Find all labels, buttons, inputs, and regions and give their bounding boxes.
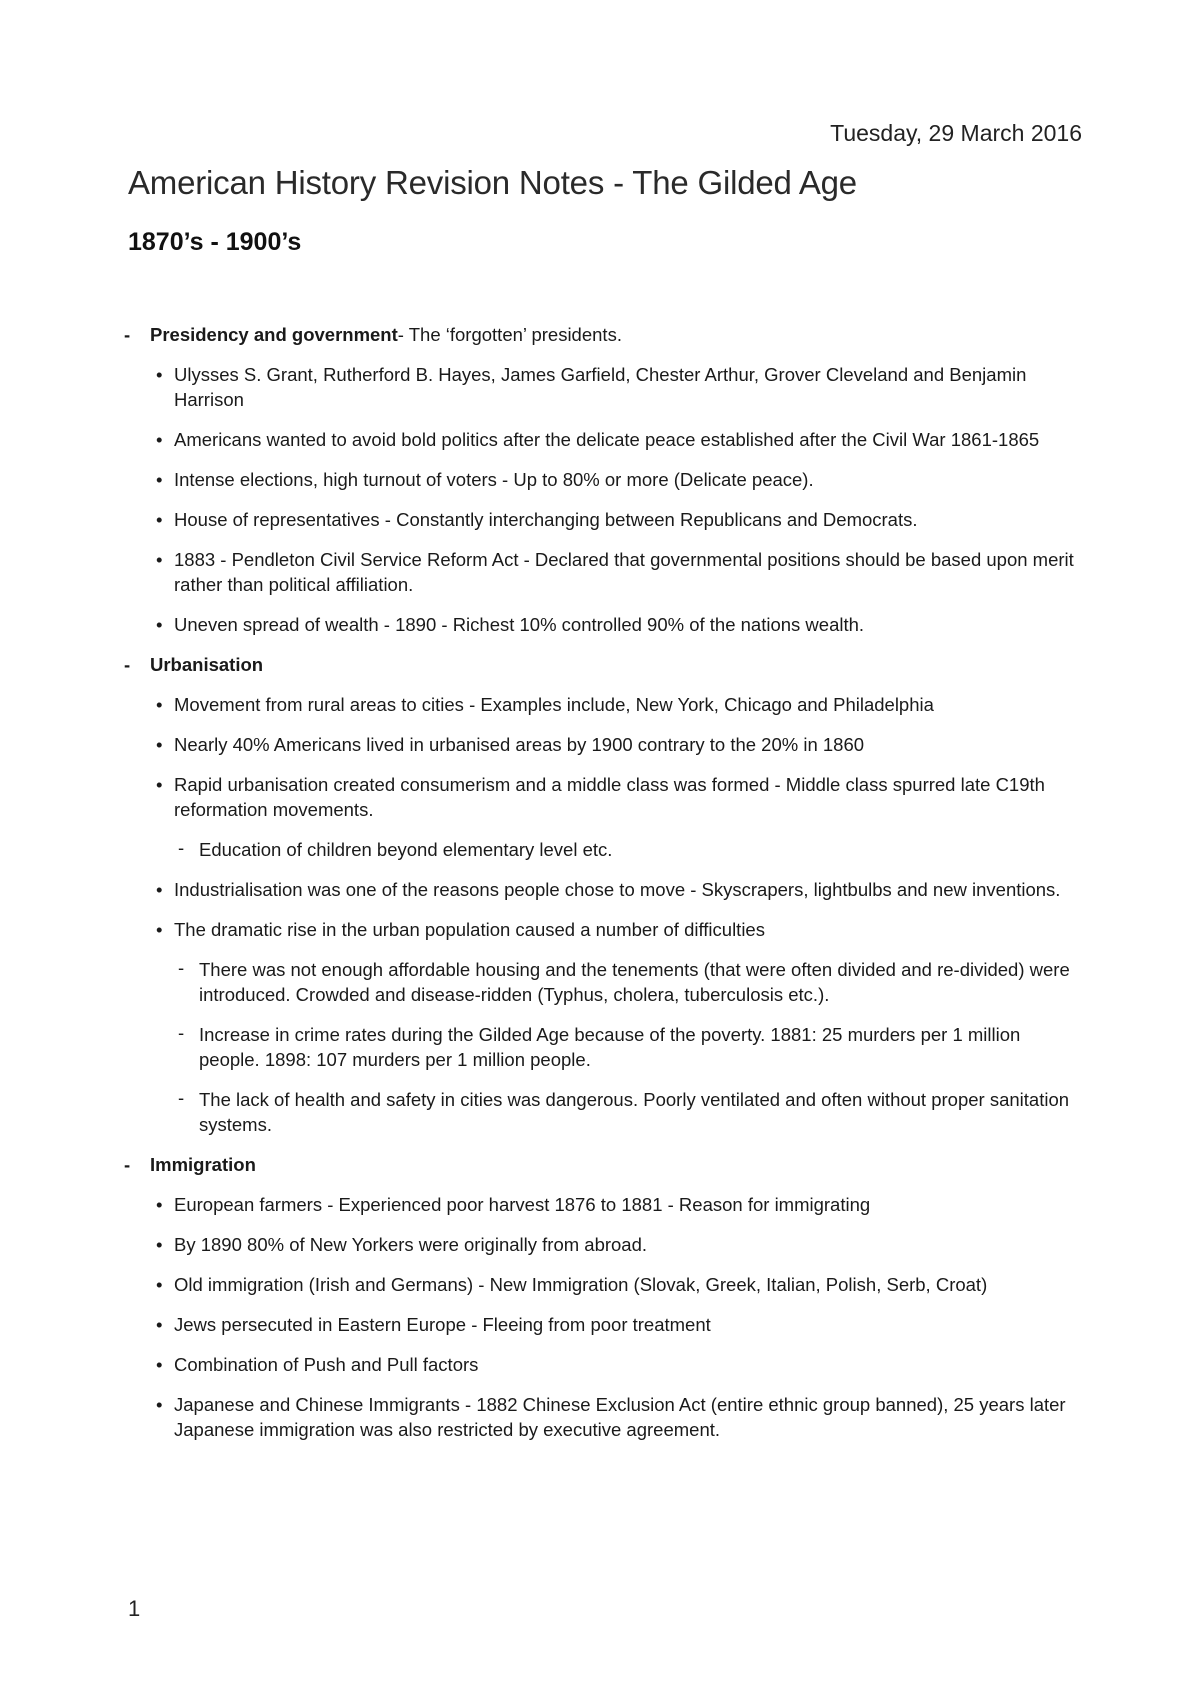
bullet-item: [150, 692, 1080, 717]
bullet-text: Ulysses S. Grant, Rutherford B. Hayes, James Garfield, Chester Arthur, Grover Cleveland and Benjamin Harrison: [174, 364, 1027, 410]
page-number: 1: [128, 1596, 141, 1621]
section-dash: -: [124, 654, 131, 675]
sub-text: Education of children beyond elementary level etc.: [199, 839, 613, 860]
bullet-dot-icon: •: [156, 694, 163, 715]
section-title-suffix: - The ‘forgotten’ presidents.: [397, 324, 622, 345]
bullet-text: Rapid urbanisation created consumerism and a middle class was formed - Middle class spurred late C19th reformation movements.: [174, 774, 1045, 820]
sub-list: [174, 837, 1080, 862]
bullet-text: Industrialisation was one of the reasons people chose to move - Skyscrapers, lightbulbs and new inventions.: [174, 879, 1061, 900]
bullet-list: [150, 1192, 1080, 1442]
bullet-item: [150, 1272, 1080, 1297]
bullet-item: [150, 507, 1080, 532]
bullet-list: [150, 362, 1080, 637]
section-title: Immigration: [150, 1154, 256, 1175]
bullet-item: [150, 1352, 1080, 1377]
bullet-text: House of representatives - Constantly interchanging between Republicans and Democrats.: [174, 509, 918, 530]
sub-item: [174, 957, 1080, 1007]
bullet-text: Uneven spread of wealth - 1890 - Richest 10% controlled 90% of the nations wealth.: [174, 614, 865, 635]
bullet-item: [150, 427, 1080, 452]
sub-list: [174, 957, 1080, 1137]
bullet-item: [150, 1392, 1080, 1442]
section-heading: [150, 652, 1080, 677]
section-title: Presidency and government: [150, 324, 398, 345]
sub-text: The lack of health and safety in cities was dangerous. Poorly ventilated and often without proper sanitation systems.: [199, 1089, 1070, 1135]
bullet-item: [150, 1192, 1080, 1217]
document-date: Tuesday, 29 March 2016: [830, 120, 1082, 146]
bullet-dot-icon: •: [156, 1234, 163, 1255]
bullet-text: 1883 - Pendleton Civil Service Reform Act - Declared that governmental positions should be based upon merit rather than political affiliation.: [174, 549, 1074, 595]
bullet-dot-icon: •: [156, 429, 163, 450]
bullet-dot-icon: •: [156, 774, 163, 795]
section-dash: -: [124, 324, 131, 345]
document-title: American History Revision Notes - The Gilded Age: [128, 164, 857, 201]
bullet-item: [150, 732, 1080, 757]
sub-dash-icon: -: [178, 957, 185, 978]
section: [120, 652, 1080, 1137]
bullet-dot-icon: •: [156, 364, 163, 385]
bullet-item: [150, 547, 1080, 597]
bullet-item: [150, 1232, 1080, 1257]
bullet-list: [150, 692, 1080, 1137]
document-subtitle: 1870’s - 1900’s: [128, 228, 302, 256]
bullet-text: Japanese and Chinese Immigrants - 1882 Chinese Exclusion Act (entire ethnic group banned), 25 years later Japanese immigration was also restricted by executive agreement.: [174, 1394, 1066, 1440]
bullet-item: [150, 772, 1080, 862]
sub-item: [174, 1087, 1080, 1137]
sub-dash-icon: -: [178, 1022, 185, 1043]
bullet-dot-icon: •: [156, 1194, 163, 1215]
bullet-dot-icon: •: [156, 1354, 163, 1375]
bullet-dot-icon: •: [156, 469, 163, 490]
bullet-item: [150, 467, 1080, 492]
section-title: Urbanisation: [150, 654, 264, 675]
bullet-dot-icon: •: [156, 549, 163, 570]
bullet-text: Nearly 40% Americans lived in urbanised areas by 1900 contrary to the 20% in 1860: [174, 734, 865, 755]
bullet-dot-icon: •: [156, 1394, 163, 1415]
sub-text: There was not enough affordable housing and the tenements (that were often divided and re-divided) were introduced. Crowded and disease-ridden (Typhus, cholera, tuberculosis etc.).: [199, 959, 1070, 1005]
bullet-dot-icon: •: [156, 1314, 163, 1335]
section-heading: [150, 322, 1080, 347]
section-dash: -: [124, 1154, 131, 1175]
bullet-text: Old immigration (Irish and Germans) - New Immigration (Slovak, Greek, Italian, Polish, Serb, Croat): [174, 1274, 988, 1295]
sub-dash-icon: -: [178, 837, 185, 858]
bullet-text: Movement from rural areas to cities - Examples include, New York, Chicago and Philadelphia: [174, 694, 934, 715]
bullet-dot-icon: •: [156, 879, 163, 900]
bullet-item: [150, 917, 1080, 1137]
bullet-dot-icon: •: [156, 919, 163, 940]
bullet-dot-icon: •: [156, 1274, 163, 1295]
section-heading: [150, 1152, 1080, 1177]
sub-item: [174, 837, 1080, 862]
bullet-item: [150, 1312, 1080, 1337]
bullet-item: [150, 877, 1080, 902]
bullet-text: By 1890 80% of New Yorkers were originally from abroad.: [174, 1234, 648, 1255]
section: [120, 322, 1080, 637]
bullet-text: Combination of Push and Pull factors: [174, 1354, 479, 1375]
bullet-dot-icon: •: [156, 509, 163, 530]
bullet-item: [150, 612, 1080, 637]
sub-dash-icon: -: [178, 1087, 185, 1108]
bullet-text: Intense elections, high turnout of voters - Up to 80% or more (Delicate peace).: [174, 469, 814, 490]
bullet-text: The dramatic rise in the urban population caused a number of difficulties: [174, 919, 765, 940]
bullet-text: Americans wanted to avoid bold politics after the delicate peace established after the Civil War 1861-1865: [174, 429, 1040, 450]
bullet-text: European farmers - Experienced poor harvest 1876 to 1881 - Reason for immigrating: [174, 1194, 871, 1215]
bullet-text: Jews persecuted in Eastern Europe - Fleeing from poor treatment: [174, 1314, 711, 1335]
sub-item: [174, 1022, 1080, 1072]
bullet-item: [150, 362, 1080, 412]
bullet-dot-icon: •: [156, 734, 163, 755]
sub-text: Increase in crime rates during the Gilded Age because of the poverty. 1881: 25 murders per 1 million people. 1898: 107 murders per 1 million people.: [199, 1024, 1021, 1070]
notes-body: [120, 322, 1080, 1457]
section: [120, 1152, 1080, 1442]
bullet-dot-icon: •: [156, 614, 163, 635]
